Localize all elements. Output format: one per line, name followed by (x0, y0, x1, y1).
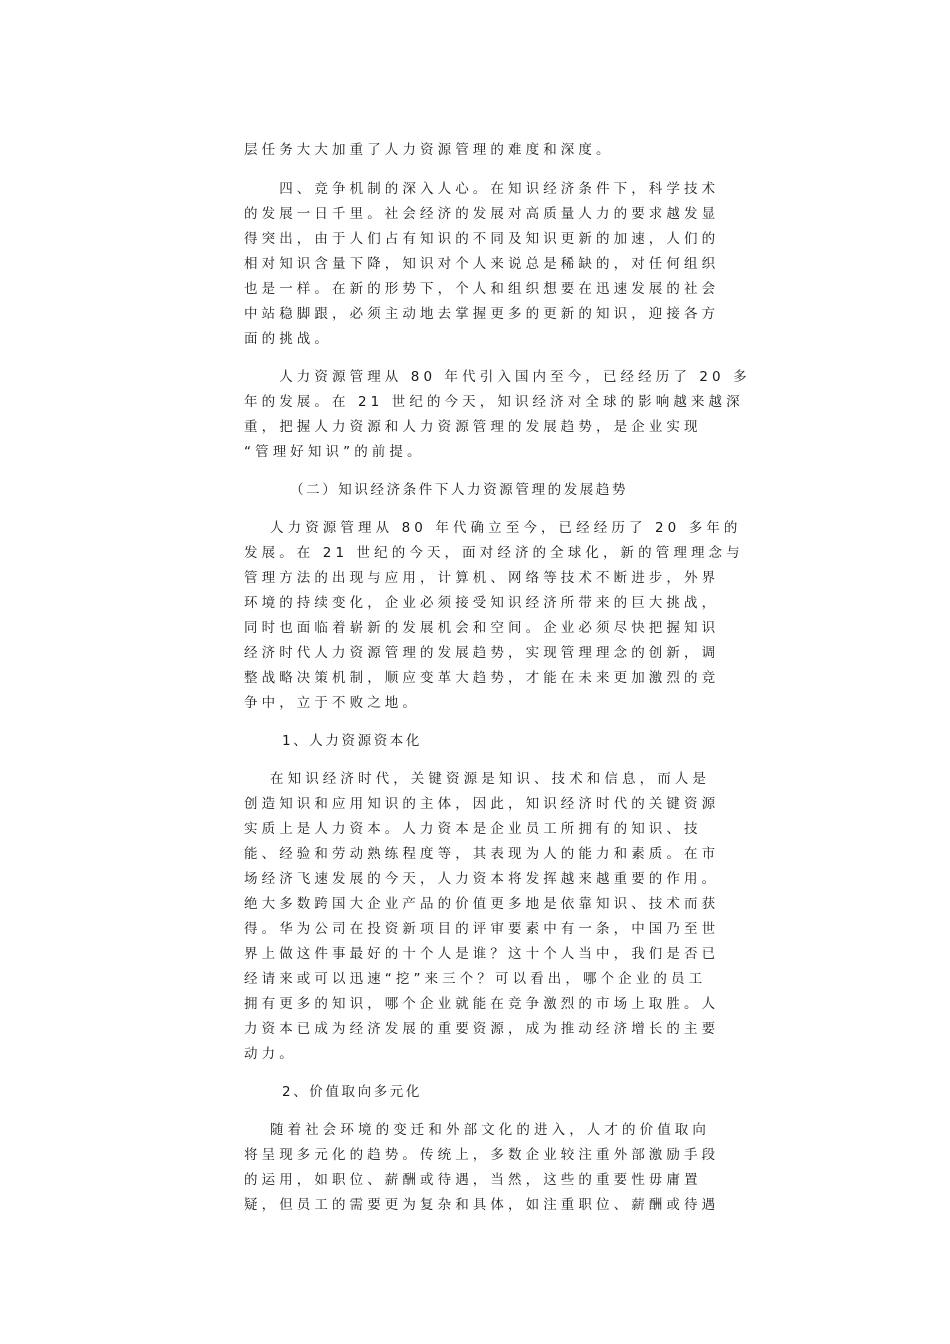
text-line: 在知识经济时代，关键资源是知识、技术和信息，而人是 (244, 771, 710, 787)
text-line: 管理方法的出现与应用，计算机、网络等技术不断进步，外界 (244, 570, 720, 586)
text-line: 绝大多数跨国大企业产品的价值更多地是依靠知识、技术而获 (244, 896, 720, 912)
text-line: 争中，立于不败之地。 (244, 695, 420, 711)
text-line: 经济时代人力资源管理的发展趋势，实现管理理念的创新，调 (244, 645, 720, 661)
body-paragraph (244, 1118, 720, 1218)
body-paragraph (244, 767, 720, 1067)
body-paragraph (244, 516, 744, 716)
body-paragraph (244, 138, 712, 163)
text-line: 人力资源管理从 80 年代确立至今，已经经历了 20 多年的 (244, 520, 742, 536)
text-line: 经请来或可以迅速“挖”来三个？可以看出，哪个企业的员工 (244, 971, 707, 987)
text-line: 同时也面临着崭新的发展机会和空间。企业必须尽快把握知识 (244, 620, 720, 636)
text-line: 面的挑战。 (244, 331, 332, 347)
text-line: 力资本已成为经济发展的重要资源，成为推动经济增长的主要 (244, 1021, 720, 1037)
text-line: 得突出，由于人们占有知识的不同及知识更新的加速，人们的 (244, 231, 720, 247)
section-heading-text: （二）知识经济条件下人力资源管理的发展趋势 (290, 482, 629, 498)
text-line: 界上做这件事最好的十个人是谁？这十个人当中，我们是否已 (244, 946, 720, 962)
text-line: 环境的持续变化，企业必须接受知识经济所带来的巨大挑战， (244, 595, 720, 611)
text-line: 也是一样。在新的形势下，个人和组织想要在迅速发展的社会 (244, 281, 720, 297)
subsection-heading-text: 2、价值取向多元化 (282, 1084, 422, 1100)
text-line: 发展。在 21 世纪的今天，面对经济的全球化，新的管理理念与 (244, 545, 744, 561)
text-line: 创造知识和应用知识的主体，因此，知识经济时代的关键资源 (244, 796, 720, 812)
subsection-heading (282, 729, 422, 754)
text-line: 年的发展。在 21 世纪的今天，知识经济对全球的影响越来越深 (244, 394, 744, 410)
text-line: 的发展一日千里。社会经济的发展对高质量人力的要求越发显 (244, 206, 720, 222)
subsection-heading (282, 1080, 422, 1105)
text-line: 重，把握人力资源和人力资源管理的发展趋势，是企业实现 (244, 419, 702, 435)
text-line: 得。华为公司在投资新项目的评审要素中有一条，中国乃至世 (244, 921, 720, 937)
text-line: 拥有更多的知识，哪个企业就能在竞争激烈的市场上取胜。人 (244, 996, 720, 1012)
text-line: 四、竞争机制的深入人心。在知识经济条件下，科学技术 (244, 181, 720, 197)
text-line: 的运用，如职位、薪酬或待遇，当然，这些的重要性毋庸置 (244, 1172, 702, 1188)
text-line: 实质上是人力资本。人力资本是企业员工所拥有的知识、技 (244, 821, 702, 837)
text-line: 中站稳脚跟，必须主动地去掌握更多的更新的知识，迎接各方 (244, 306, 720, 322)
body-paragraph (244, 365, 751, 465)
text-line: 动力。 (244, 1046, 297, 1062)
text-line: “管理好知识”的前提。 (244, 444, 425, 460)
text-line: 相对知识含量下降，知识对个人来说总是稀缺的，对任何组织 (244, 256, 720, 272)
body-paragraph (244, 177, 720, 352)
text-line: 随着社会环境的变迁和外部文化的进入，人才的价值取向 (244, 1122, 710, 1138)
text-line: 将呈现多元化的趋势。传统上，多数企业较注重外部激励手段 (244, 1147, 720, 1163)
text-line: 层任务大大加重了人力资源管理的难度和深度。 (244, 142, 614, 158)
text-line: 场经济飞速发展的今天，人力资本将发挥越来越重要的作用。 (244, 871, 720, 887)
text-line: 疑，但员工的需要更为复杂和具体，如注重职位、薪酬或待遇 (244, 1197, 720, 1213)
section-heading (290, 478, 628, 503)
subsection-heading-text: 1、人力资源资本化 (282, 733, 422, 749)
text-line: 人力资源管理从 80 年代引入国内至今，已经经历了 20 多 (244, 369, 751, 385)
text-line: 能、经验和劳动熟练程度等，其表现为人的能力和素质。在市 (244, 846, 720, 862)
text-line: 整战略决策机制，顺应变革大趋势，才能在未来更加激烈的竞 (244, 670, 720, 686)
